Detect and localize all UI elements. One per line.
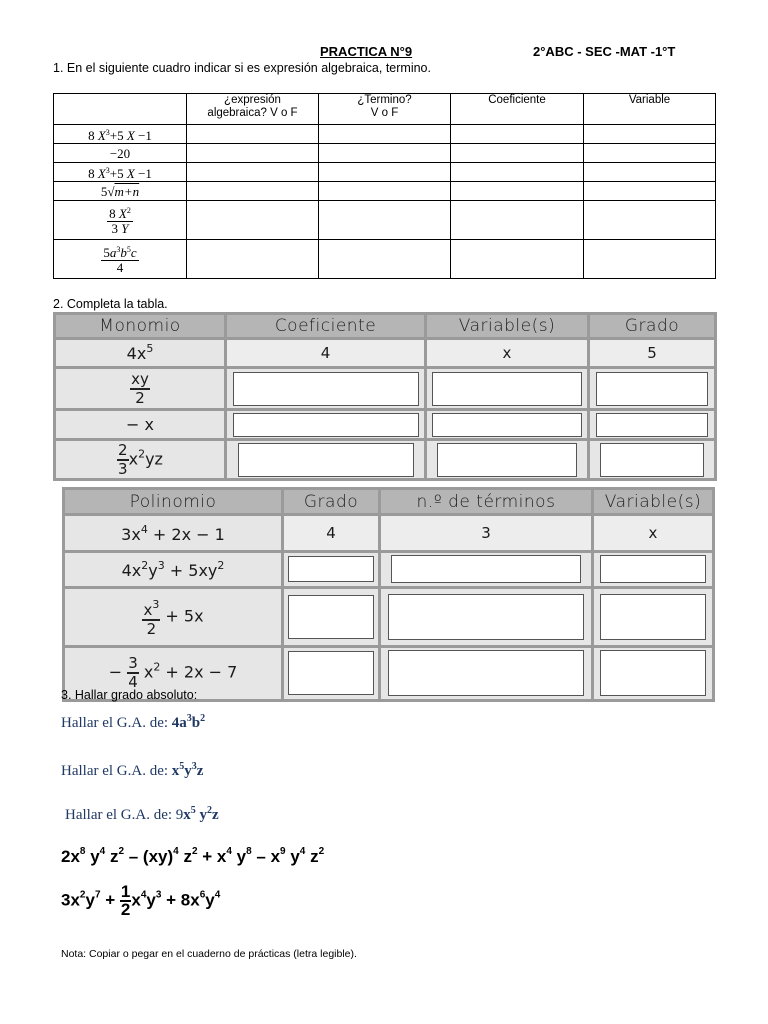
table-row	[56, 369, 714, 408]
table-row	[56, 340, 714, 367]
section1-instruction: 1. En el siguiente cuadro indicar si es expresión algebraica, termino.	[53, 61, 431, 75]
expression-cell: 5√m+n	[54, 182, 187, 201]
expression-cell: −20	[54, 144, 187, 163]
table-row	[54, 163, 716, 182]
header-coefficient: Coeficiente	[227, 315, 424, 337]
monomial-cell: − x	[56, 411, 224, 438]
example-coefficient: 4	[227, 340, 424, 367]
answer-box[interactable]	[288, 595, 374, 639]
example-terms: 3	[381, 516, 591, 549]
table-row	[54, 182, 716, 201]
section3-instruction: 3. Hallar grado absoluto:	[61, 688, 198, 702]
table-header-row	[54, 94, 716, 125]
answer-box[interactable]	[388, 594, 584, 640]
example-variable: x	[594, 516, 712, 549]
grade-label: 2°ABC - SEC -MAT -1°T	[533, 44, 676, 59]
table-row	[56, 441, 714, 478]
header-term: ¿Termino? V o F	[319, 94, 451, 125]
ga-exercise-1: Hallar el G.A. de: $4a^3b^2$	[61, 713, 206, 731]
answer-box[interactable]	[600, 555, 706, 583]
header-polynomial: Polinomio	[65, 490, 281, 513]
answer-box[interactable]	[233, 372, 419, 406]
page-title: PRACTICA N°9	[320, 44, 413, 59]
header-expression: ¿expresión algebraica? V o F	[187, 94, 319, 125]
table-row	[65, 553, 712, 586]
polynomial-exercise-1: $2x^8$ $y^4$ $z^2 - (xy)^4$ $z^2 + x^4$ $y^8 - x^9$ $y^4$ $z^2$	[61, 846, 325, 866]
polynomial-table-clip	[62, 487, 715, 692]
table-row	[56, 411, 714, 438]
answer-box[interactable]	[391, 555, 581, 583]
header-variables: Variable(s)	[427, 315, 587, 337]
answer-box[interactable]	[437, 443, 577, 477]
monomial-cell: $4x^5$	[56, 340, 224, 367]
answer-box[interactable]	[388, 650, 584, 696]
monomial-table	[53, 312, 717, 481]
expression-cell: $\frac{8 X^2}{3 Y}$	[54, 201, 187, 240]
polynomial-header-row	[65, 490, 712, 513]
ga-exercise-2: Hallar el G.A. de: $x^5y^3z$	[61, 761, 204, 779]
polynomial-cell: − $\frac{3}{4}$ $x^2 + 2x - 7$	[65, 648, 281, 699]
example-grade: 5	[590, 340, 714, 367]
polynomial-cell: $4x^2y^3 + 5xy^2$	[65, 553, 281, 586]
answer-box[interactable]	[596, 372, 708, 406]
header-grade: Grado	[590, 315, 714, 337]
answer-box[interactable]	[432, 413, 582, 437]
monomial-header-row	[56, 315, 714, 337]
header-coefficient: Coeficiente	[451, 94, 584, 125]
polynomial-table	[62, 487, 715, 702]
monomial-cell: $\frac{2}{3}$ $x^2yz$	[56, 441, 224, 478]
answer-box[interactable]	[596, 413, 708, 437]
answer-box[interactable]	[288, 556, 374, 582]
header-grade: Grado	[284, 490, 378, 513]
section2-instruction: 2. Completa la tabla.	[53, 297, 168, 311]
expression-cell: 8 $X^3+5$ X −1	[54, 163, 187, 182]
ga-exercise-3: Hallar el G.A. de: $9x^5$ $y^2z$	[65, 805, 219, 823]
header-variable: Variable	[584, 94, 716, 125]
polynomial-cell: $\frac{x^3}{2}$ + 5x	[65, 589, 281, 645]
table-row	[54, 144, 716, 163]
table-row	[54, 125, 716, 144]
answer-box[interactable]	[600, 443, 704, 477]
table-row	[65, 589, 712, 645]
monomial-cell: $\frac{xy}{2}$	[56, 369, 224, 408]
table-row	[54, 201, 716, 240]
footer-note: Nota: Copiar o pegar en el cuaderno de prácticas (letra legible).	[61, 948, 357, 960]
example-variable: x	[427, 340, 587, 367]
expression-cell: 8 $X^3+5$ X −1	[54, 125, 187, 144]
header-monomial: Monomio	[56, 315, 224, 337]
table-row	[65, 516, 712, 549]
answer-box[interactable]	[233, 413, 419, 437]
answer-box[interactable]	[238, 443, 414, 477]
algebraic-expression-table	[53, 93, 716, 279]
table-row	[54, 240, 716, 279]
answer-box[interactable]	[600, 650, 706, 696]
header-variables: Variable(s)	[594, 490, 712, 513]
answer-box[interactable]	[600, 594, 706, 640]
header-num-terms: n.º de términos	[381, 490, 591, 513]
answer-box[interactable]	[432, 372, 582, 406]
example-grade: 4	[284, 516, 378, 549]
expression-cell: $\frac{5a^3b^5c}{4}$	[54, 240, 187, 279]
polynomial-exercise-2: $3x^2y^7$ + $\frac{1}{2}x^4y^3 + 8x^6y^4$	[61, 882, 221, 919]
answer-box[interactable]	[288, 651, 374, 695]
polynomial-cell: $3x^4 + 2x - 1$	[65, 516, 281, 549]
